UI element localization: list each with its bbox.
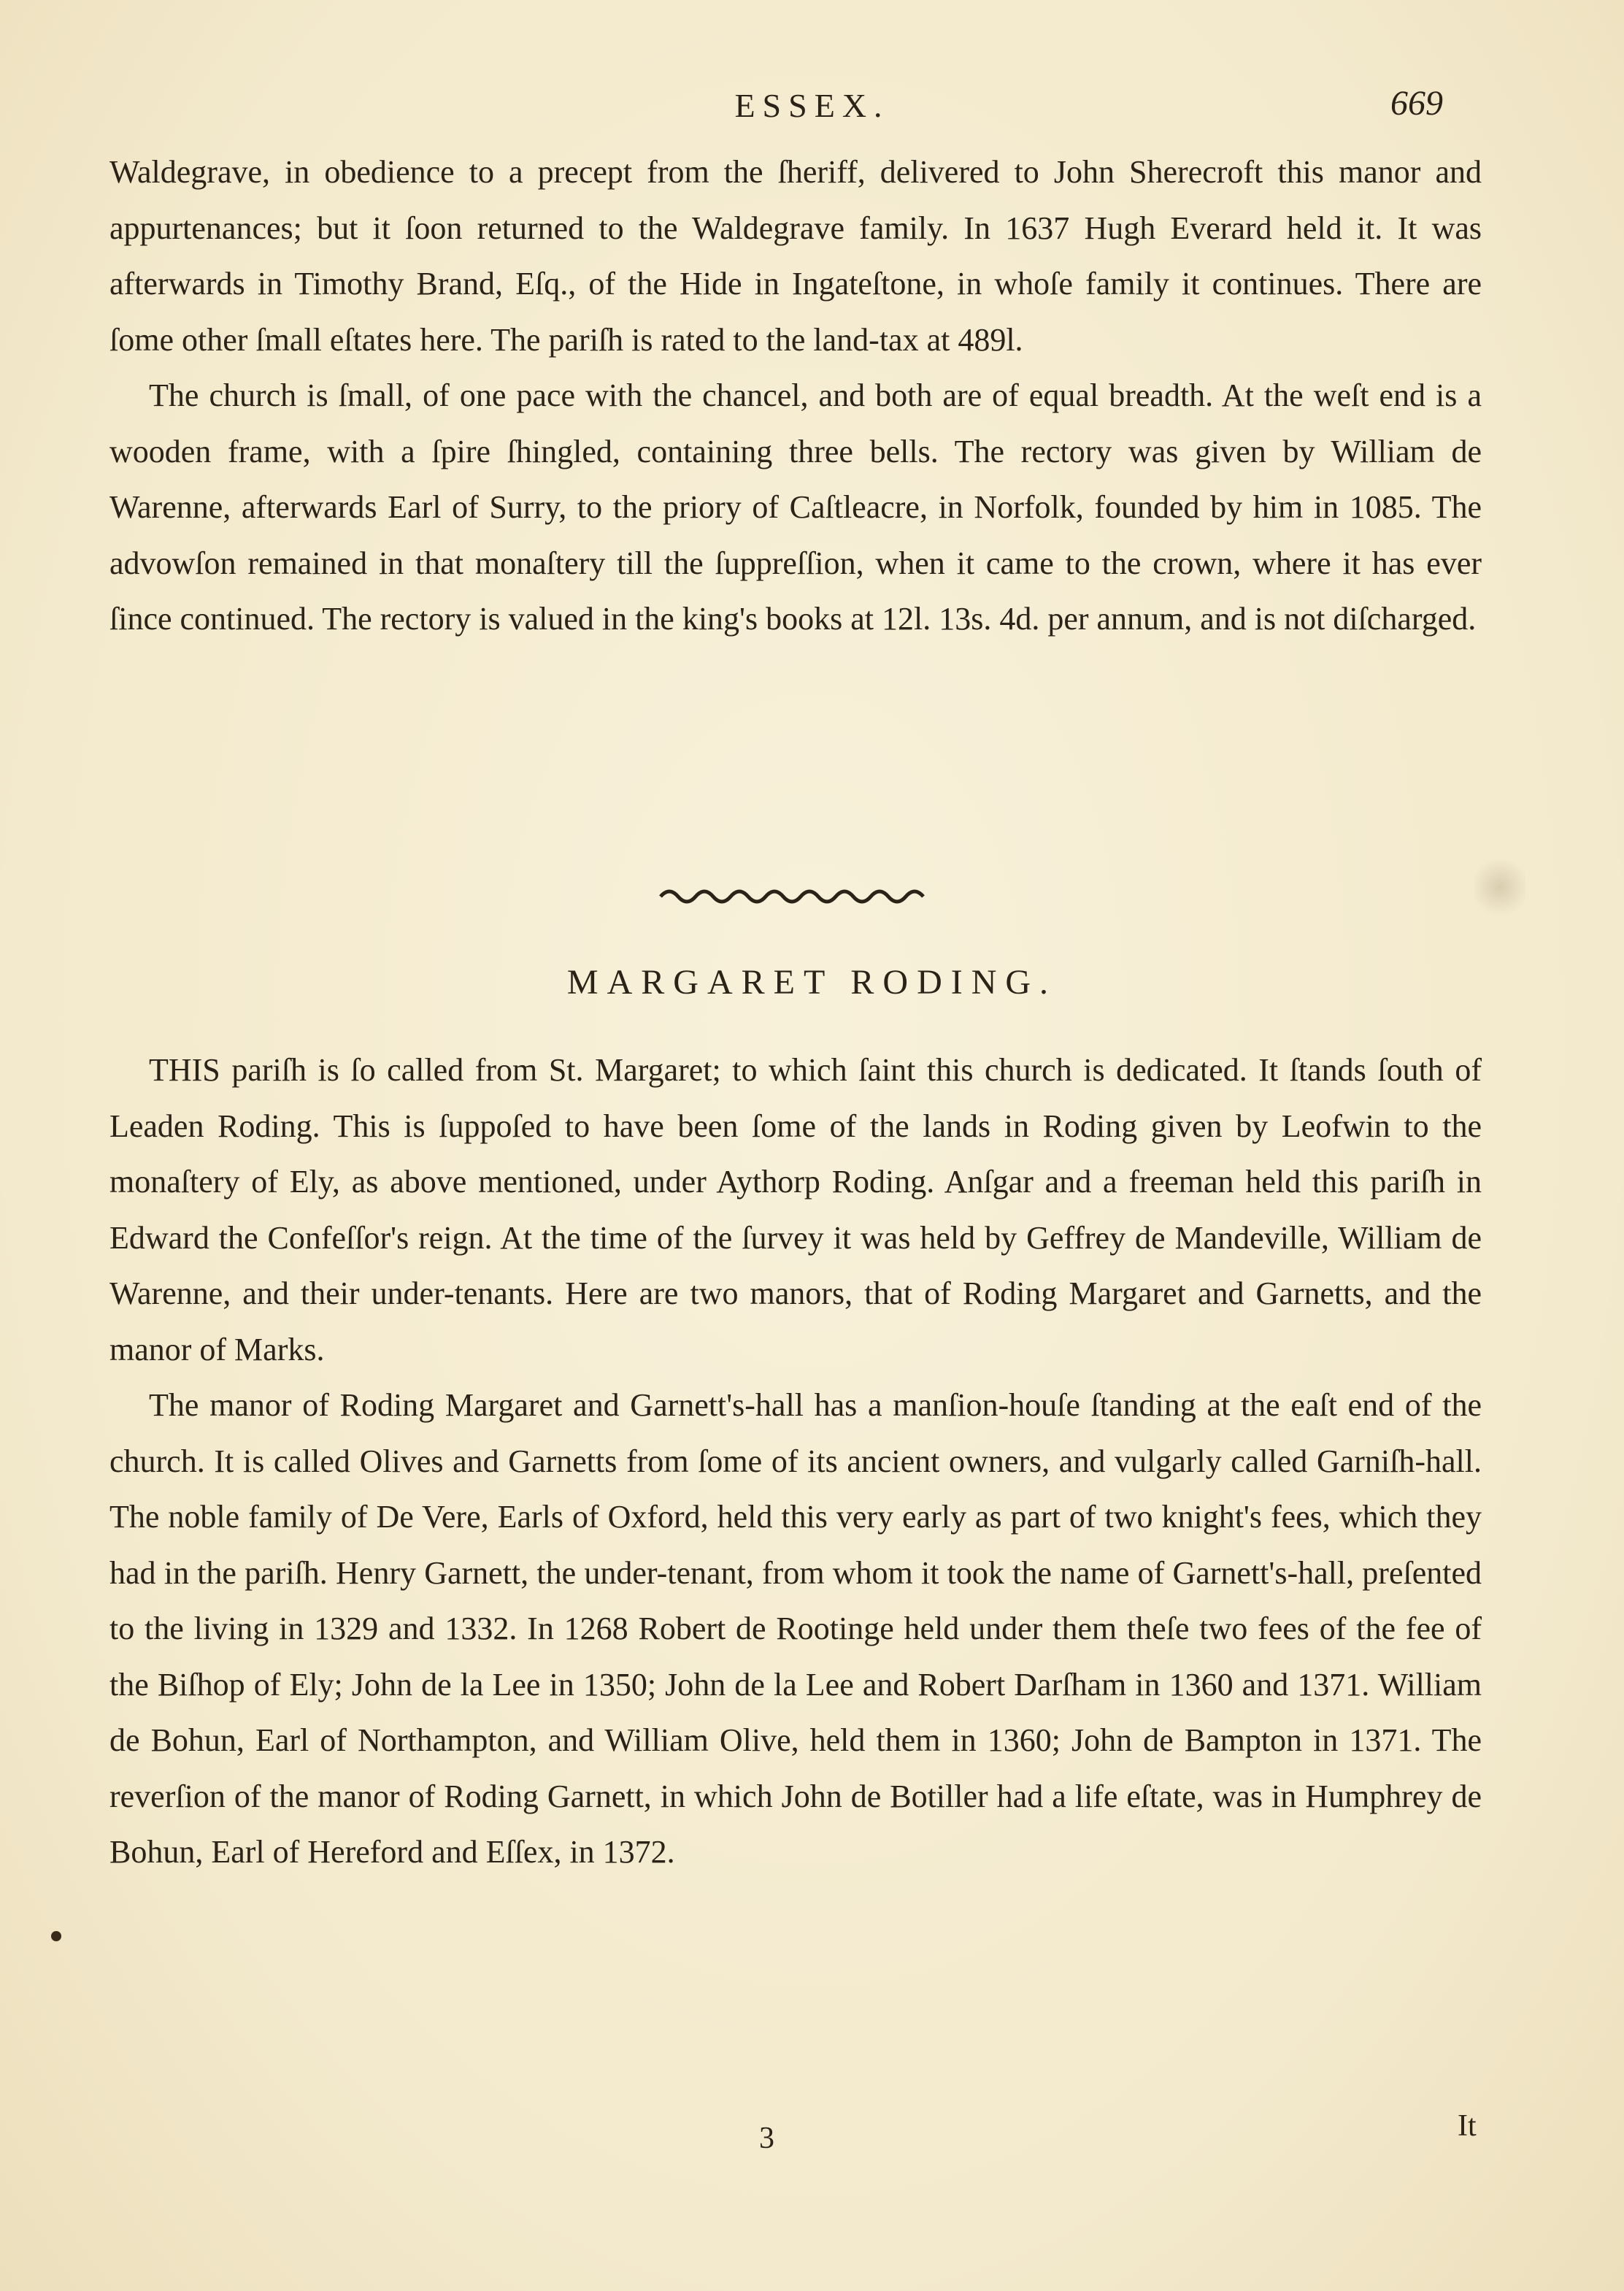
edge-smudge [1474, 854, 1525, 920]
paragraph-church: The church is ſmall, of one pace with the chancel, and both are of equal breadth. At the weſt end is a wooden frame, with a ſpire ſhingled, containing three bells. The rectory was given by William de Warenne, afterwards Earl of Surry, to the priory of Caſtleacre, in Norfolk, founded by him in 1085. The advowſon remained in that monaſtery till the ſuppreſſion, when it came to the crown, where it has ever ſince continued. The rectory is valued in the king's books at 12l. 13s. 4d. per annum, and is not diſcharged. [109, 377, 1482, 637]
paragraph-manor-history: The manor of Roding Margaret and Garnett's-hall has a manſion-houſe ſtanding at the eaſt end of the church. It is called Olives and Garnetts from ſome of its ancient owners, and vulgarly called Garniſh-hall. The noble family of De Vere, Earls of Oxford, held this very early as part of two knight's fees, which they had in the pariſh. Henry Garnett, the under-tenant, from whom it took the name of Garnett's-hall, preſented to the living in 1329 and 1332. In 1268 Robert de Rootinge held under them theſe two fees of the fee of the Biſhop of Ely; John de la Lee in 1350; John de la Lee and Robert Darſham in 1360 and 1371. William de Bohun, Earl of Northampton, and William Olive, held them in 1360; John de Bampton in 1371. The reverſion of the manor of Roding Garnett, in which John de Botiller had a life eſtate, was in Humphrey de Bohun, Earl of Hereford and Eſſex, in 1372. [109, 1387, 1482, 1870]
foxing-spot [51, 1931, 61, 1941]
section-divider-ornament [657, 880, 934, 905]
paragraph-parish-intro: THIS pariſh is ſo called from St. Margaret; to which ſaint this church is dedicated. It ſtands ſouth of Leaden Roding. This is ſuppoſed to have been ſome of the lands in Roding given by Leofwin to the monaſtery of Ely, as above mentioned, under Aythorp Roding. Anſgar and a freeman held this pariſh in Edward the Confeſſor's reign. At the time of the ſurvey it was held by Geffrey de Mandeville, William de Warenne, and their under-tenants. Here are two manors, that of Roding Margaret and Garnetts, and the manor of Marks. [109, 1052, 1482, 1367]
page-number: 669 [1390, 84, 1443, 123]
section-title: MARGARET RODING. [566, 963, 1058, 1002]
paragraph-waldegrave: Waldegrave, in obedience to a precept from the ſheriff, delivered to John Sherecroft this manor and appurtenances; but it ſoon returned to the Waldegrave family. In 1637 Hugh Everard held it. It was afterwards in Timothy Brand, Eſq., of the Hide in Ingateſtone, in whoſe family it continues. There are ſome other ſmall eſtates here. The pariſh is rated to the land-tax at 489l. [109, 154, 1482, 358]
text-block-top [109, 145, 1482, 648]
text-block-margaret-roding [109, 1043, 1482, 1881]
running-head: ESSEX. [734, 87, 890, 124]
catchword: It [1458, 2109, 1477, 2143]
signature-mark: 3 [759, 2122, 774, 2155]
